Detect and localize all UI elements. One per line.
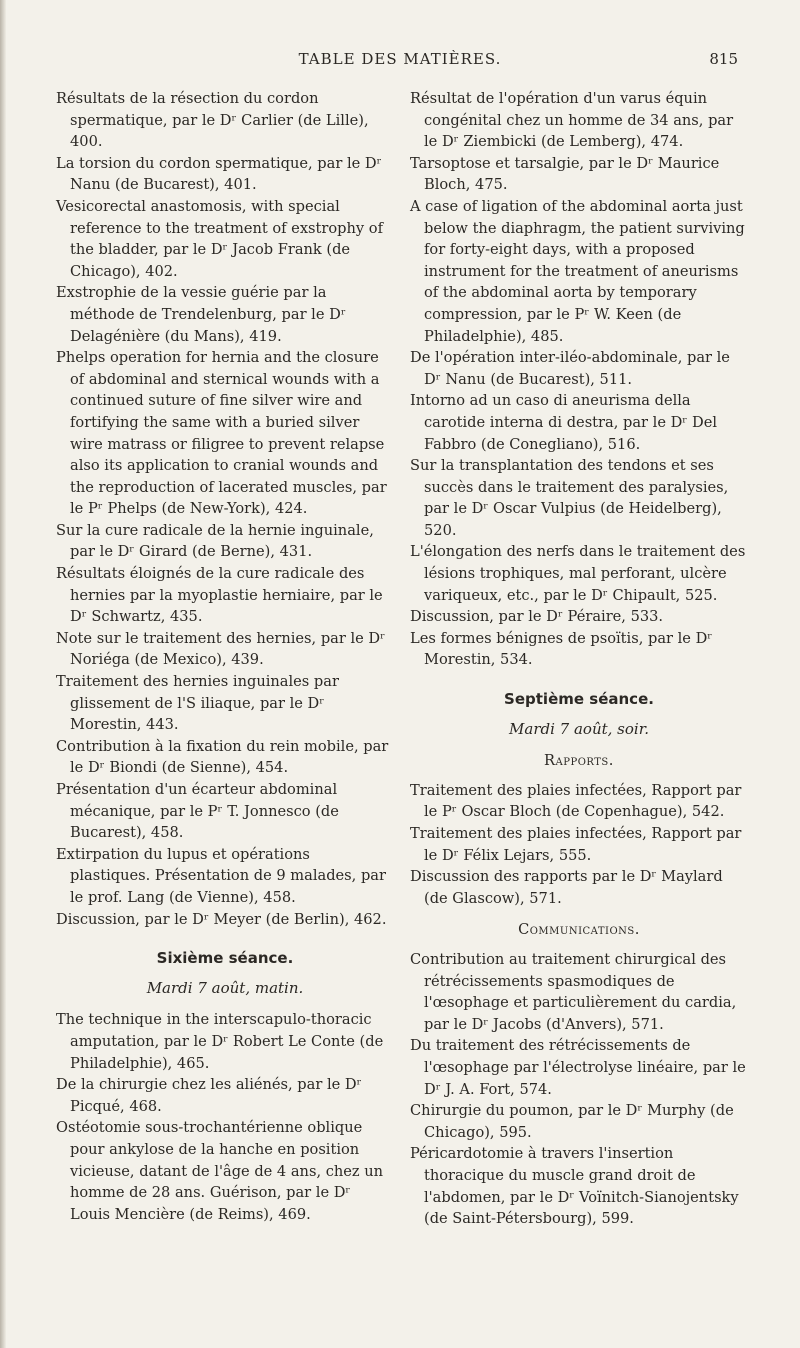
- list-item: Sur la transplantation des tendons et ses succès dans le traitement des paralysies, par le Dʳ Oscar Vulpius (de Heidelberg), 520.: [410, 457, 729, 539]
- page-header: [0, 50, 800, 74]
- page-edge-shadow: [0, 0, 6, 1348]
- list-item: Intorno ad un caso di aneurisma della carotide interna di destra, par le Dʳ Del Fabbro (de Conegliano), 516.: [410, 392, 718, 453]
- list-item: Extirpation du lupus et opérations plastiques. Présentation de 9 malades, par le prof. Lang (de Vienne), 458.: [56, 845, 386, 906]
- list-item: Discussion, par le Dʳ Meyer (de Berlin), 462.: [56, 910, 387, 928]
- right-entries-b: [410, 780, 748, 910]
- session-heading: Sixième séance.: [156, 949, 294, 968]
- list-item: De la chirurgie chez les aliénés, par le Dʳ Picqué, 468.: [56, 1076, 362, 1115]
- list-item: A case of ligation of the abdominal aorta just below the diaphragm, the patient surviving for forty-eight days, with a proposed instrument for the treatment of aneurisms of the abdominal aorta by temporary compression, par le Pʳ W. Keen (de Philadelphie), 485.: [410, 197, 745, 345]
- list-item: Exstrophie de la vessie guérie par la méthode de Trendelenburg, par le Dʳ Delagénière (du Mans), 419.: [56, 284, 346, 345]
- list-item: Vesicorectal anastomosis, with special reference to the treatment of exstrophy of the bladder, par le Dʳ Jacob Frank (de Chicago), 402.: [56, 197, 383, 280]
- list-item: The technique in the interscapulo-thoracic amputation, par le Dʳ Robert Le Conte (de Philadelphie), 465.: [56, 1011, 384, 1072]
- right-entries-a: [410, 88, 748, 671]
- list-item: Chirurgie du poumon, par le Dʳ Murphy (de Chicago), 595.: [410, 1102, 734, 1141]
- list-item: Ostéotomie sous-trochantérienne oblique pour ankylose de la hanche en position vicieuse, datant de l'âge de 4 ans, chez un homme de 28 ans. Guérison, par le Dʳ Louis Mencière (de Reims), 469.: [56, 1119, 384, 1223]
- list-item: Phelps operation for hernia and the closure of abdominal and sternical wounds with a continued suture of fine silver wire and fortifying the same with a buried silver wire matrass or filigree to prevent relapse also its application to cranial wounds and the reproduction of lacerated muscles, par le Pʳ Phelps (de New-York), 424.: [56, 349, 387, 518]
- running-head: TABLE DES MATIÈRES.: [298, 50, 502, 68]
- right-entries-c: [410, 949, 748, 1230]
- list-item: Tarsoptose et tarsalgie, par le Dʳ Maurice Bloch, 475.: [410, 154, 720, 194]
- session-date: Mardi 7 août, soir.: [509, 719, 649, 738]
- list-item: Sur la cure radicale de la hernie inguinale, par le Dʳ Girard (de Berne), 431.: [56, 521, 374, 561]
- list-item: Résultat de l'opération d'un varus équin congénital chez un homme de 34 ans, par le Dʳ Ziembicki (de Lemberg), 474.: [410, 90, 734, 151]
- session-date: Mardi 7 août, matin.: [146, 978, 304, 997]
- section-rapports: Rapports.: [544, 752, 614, 770]
- list-item: Résultats de la résection du cordon spermatique, par le Dʳ Carlier (de Lille), 400.: [56, 90, 369, 151]
- session-heading: Septième séance.: [504, 690, 654, 709]
- list-item: Péricardotomie à travers l'insertion thoracique du muscle grand droit de l'abdomen, par le Dʳ Voïnitch-Sianojentsky (de Saint-Pétersbourg), 599.: [410, 1145, 739, 1228]
- left-column: [56, 88, 394, 1225]
- list-item: Traitement des hernies inguinales par glissement de l'S iliaque, par le Dʳ Morestin, 443.: [56, 673, 339, 734]
- list-item: De l'opération inter-iléo-abdominale, par le Dʳ Nanu (de Bucarest), 511.: [410, 349, 730, 388]
- list-item: Résultats éloignés de la cure radicale des hernies par la myoplastie herniaire, par le Dʳ Schwartz, 435.: [56, 565, 383, 626]
- left-entries-a: [56, 88, 394, 930]
- list-item: Contribution au traitement chirurgical des rétrécissements spasmodiques de l'œsophage et particulièrement du cardia, par le Dʳ Jacobs (d'Anvers), 571.: [410, 950, 737, 1033]
- left-entries-b: [56, 1009, 394, 1225]
- list-item: L'élongation des nerfs dans le traitement des lésions trophiques, mal perforant, ulcère variqueux, etc., par le Dʳ Chipault, 525.: [410, 543, 746, 604]
- list-item: Traitement des plaies infectées, Rapport par le Pʳ Oscar Bloch (de Copenhague), 542.: [410, 781, 742, 821]
- section-communications: Communications.: [518, 921, 640, 939]
- list-item: Contribution à la fixation du rein mobile, par le Dʳ Biondi (de Sienne), 454.: [56, 737, 389, 777]
- list-item: Présentation d'un écarteur abdominal mécanique, par le Pʳ T. Jonnesco (de Bucarest), 458.: [56, 781, 339, 842]
- list-item: Note sur le traitement des hernies, par le Dʳ Noriéga (de Mexico), 439.: [56, 629, 386, 669]
- list-item: Du traitement des rétrécissements de l'œsophage par l'électrolyse linéaire, par le Dʳ J. A. Fort, 574.: [410, 1037, 746, 1098]
- list-item: Traitement des plaies infectées, Rapport par le Dʳ Félix Lejars, 555.: [410, 825, 742, 864]
- list-item: Les formes bénignes de psoïtis, par le Dʳ Morestin, 534.: [410, 629, 713, 669]
- list-item: La torsion du cordon spermatique, par le Dʳ Nanu (de Bucarest), 401.: [56, 154, 382, 194]
- list-item: Discussion des rapports par le Dʳ Maylard (de Glascow), 571.: [410, 868, 723, 907]
- right-column: [410, 88, 748, 1230]
- page-number: 815: [709, 50, 738, 68]
- list-item: Discussion, par le Dʳ Péraire, 533.: [410, 608, 664, 626]
